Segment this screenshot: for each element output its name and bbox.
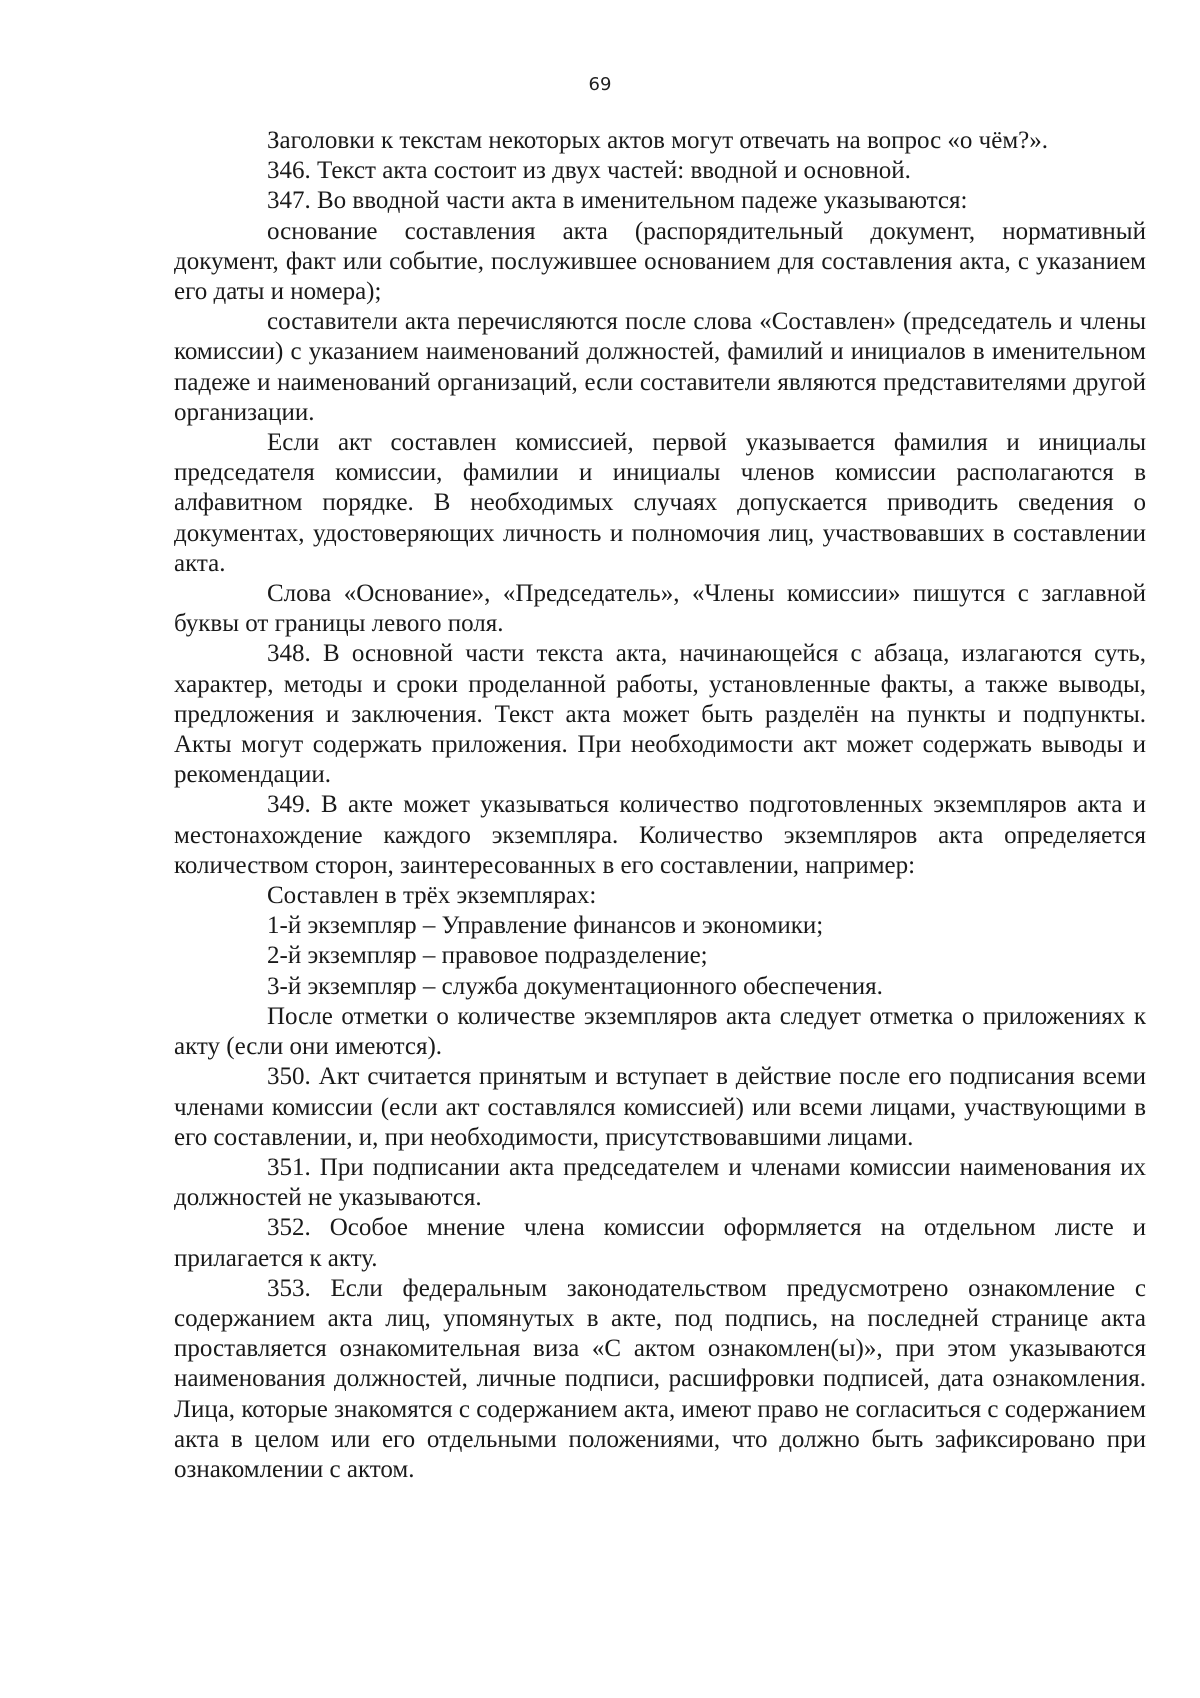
paragraph-346: 346. Текст акта состоит из двух частей: вводной и основной.: [267, 157, 911, 185]
paragraph-353: 353. Если федеральным законодательством предусмотрено ознакомление с содержанием акта лиц, упомянутых в акте, под подпись, на последней странице акта проставляется ознакомительная виза «С актом ознакомлен(ы)», при этом указываются наименования должностей, личные подписи, расшифровки подписей, дата ознакомления. Лица, которые знакомятся с содержанием акта, имеют право не согласиться с содержанием акта в целом или его отдельными положениями, что должно быть зафиксировано при ознакомлении с актом.: [174, 1274, 1146, 1483]
paragraph-appendix-note: После отметки о количестве экземпляров акта следует отметка о приложениях к акту (если они имеются).: [174, 1002, 1146, 1061]
list-copies-intro: Составлен в трёх экземплярах:: [267, 882, 597, 910]
paragraph-capital-words: Слова «Основание», «Председатель», «Члены комиссии» пишутся с заглавной буквы от границы левого поля.: [174, 580, 1146, 638]
page-number: 69: [588, 74, 612, 95]
paragraph-347: 347. Во вводной части акта в именительном падеже указываются:: [267, 187, 968, 215]
document-body: [174, 126, 1146, 1485]
paragraph-commission-order: Если акт составлен комиссией, первой указывается фамилия и инициалы председателя комиссии, фамилии и инициалы членов комиссии располагаются в алфавитном порядке. В необходимых случаях допускается приводить сведения о документах, удостоверяющих личность и полномочия лиц, участвовавших в составлении акта.: [174, 429, 1146, 577]
paragraph-349: 349. В акте может указываться количество подготовленных экземпляров акта и местонахождение каждого экземпляра. Количество экземпляров акта определяется количеством сторон, заинтересованных в его составлении, например:: [174, 791, 1146, 879]
paragraph-347-compilers: составители акта перечисляются после слова «Составлен» (председатель и члены комиссии) с указанием наименований должностей, фамилий и инициалов в именительном падеже и наименований организаций, если составители являются представителями другой организации.: [174, 308, 1146, 426]
paragraph-352: 352. Особое мнение члена комиссии оформляется на отдельном листе и прилагается к акту.: [174, 1214, 1146, 1272]
list-item-copy-3: 3-й экземпляр – служба документационного обеспечения.: [267, 972, 883, 1000]
list-item-copy-1: 1-й экземпляр – Управление финансов и экономики;: [267, 912, 824, 940]
paragraph-351: 351. При подписании акта председателем и членами комиссии наименования их должностей не указываются.: [174, 1153, 1146, 1212]
paragraph-headings-note: Заголовки к текстам некоторых актов могут отвечать на вопрос «о чём?».: [267, 127, 1049, 154]
list-item-copy-2: 2-й экземпляр – правовое подразделение;: [267, 942, 708, 970]
paragraph-350: 350. Акт считается принятым и вступает в действие после его подписания всеми членами комиссии (если акт составлялся комиссией) или всеми лицами, участвующими в его составлении, и, при необходимости, присутствовавшими лицами.: [174, 1063, 1146, 1151]
paragraph-347-basis: основание составления акта (распорядительный документ, нормативный документ, факт или событие, послужившее основанием для составления акта, с указанием его даты и номера);: [174, 217, 1146, 306]
paragraph-348: 348. В основной части текста акта, начинающейся с абзаца, излагаются суть, характер, методы и сроки проделанной работы, установленные факты, а также выводы, предложения и заключения. Текст акта может быть разделён на пункты и подпункты. Акты могут содержать приложения. При необходимости акт может содержать выводы и рекомендации.: [174, 640, 1146, 789]
